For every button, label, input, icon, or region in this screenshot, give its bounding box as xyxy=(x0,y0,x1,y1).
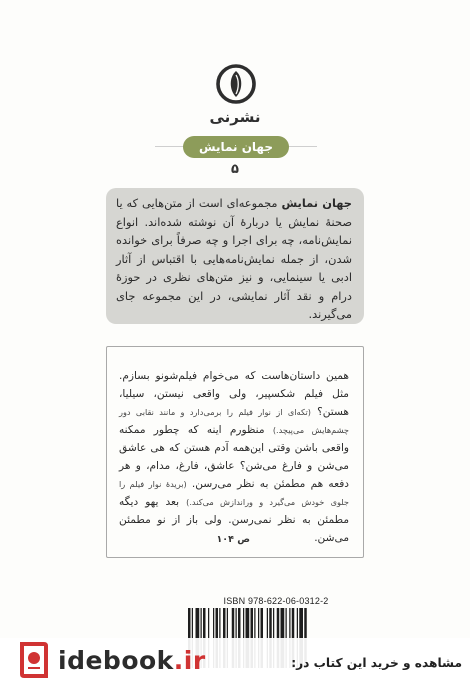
quote-part-1: همین داستان‌هاست که می‌خوام فیلم‌شونو بسازم. مثل فیلم شکسپیر، ولی واقعی نیستن، سیلیا، هستن؟ xyxy=(119,370,349,418)
series-description-box xyxy=(106,188,364,324)
excerpt-quote-box xyxy=(106,346,364,558)
nashreney-seed-logo-icon xyxy=(216,64,256,104)
publisher-name: نشرنی xyxy=(209,108,261,126)
quote-part-3: بعد یهو دیگه مطمئن به نظر نمی‌رسن. ولی باز از نو مطمئن می‌شن. xyxy=(119,496,349,544)
idebook-book-icon xyxy=(14,638,54,682)
quote-part-2: منظورم اینه که چطور ممکنه واقعی باشن وقتی این‌همه آدم هستن که هی عاشق می‌شن و فارغ می‌شن؟ عاشق، فارغ، مدام، و هر دفعه هم مطمئن به نظر می‌رسن. xyxy=(119,424,349,490)
idebook-logo[interactable] xyxy=(58,646,206,675)
description-text: مجموعه‌ای است از متن‌هایی که یا صحنهٔ نمایش یا دربارهٔ آن نوشته شده‌اند. انواع نمایش‌نامه، چه برای اجرا و چه صرفاً برای خوانده شدن، از جمله نمایش‌نامه‌هایی با اقتباس از آثار ادبی یا سینمایی، و نیز متن‌های نظری در حوزهٔ درام و نقد آثار نمایشی، در این مجموعه جای می‌گیرند. xyxy=(116,196,352,321)
watermark-caption: مشاهده و خرید این کتاب در: xyxy=(291,656,462,670)
series-number: ۵ xyxy=(231,162,239,177)
quote-page-reference: ص ۱۰۴ xyxy=(216,534,250,545)
description-lead: جهان نمایش xyxy=(281,196,353,210)
isbn-number: ISBN 978-622-06-0312-2 xyxy=(223,596,329,606)
stage-direction-2: (بریدهٔ نوار فیلم را جلوی خودش می‌گیرد و وراندازش می‌کند.) xyxy=(119,479,349,507)
series-badge: جهان نمایش xyxy=(183,136,289,158)
idebook-logo-main: idebook xyxy=(58,646,174,675)
idebook-logo-suffix: .ir xyxy=(173,646,206,675)
stage-direction-1: (تکه‌ای از نوار فیلم را برمی‌دارد و مانند نقابی دور چشم‌هایش می‌پیچد.) xyxy=(119,407,349,435)
